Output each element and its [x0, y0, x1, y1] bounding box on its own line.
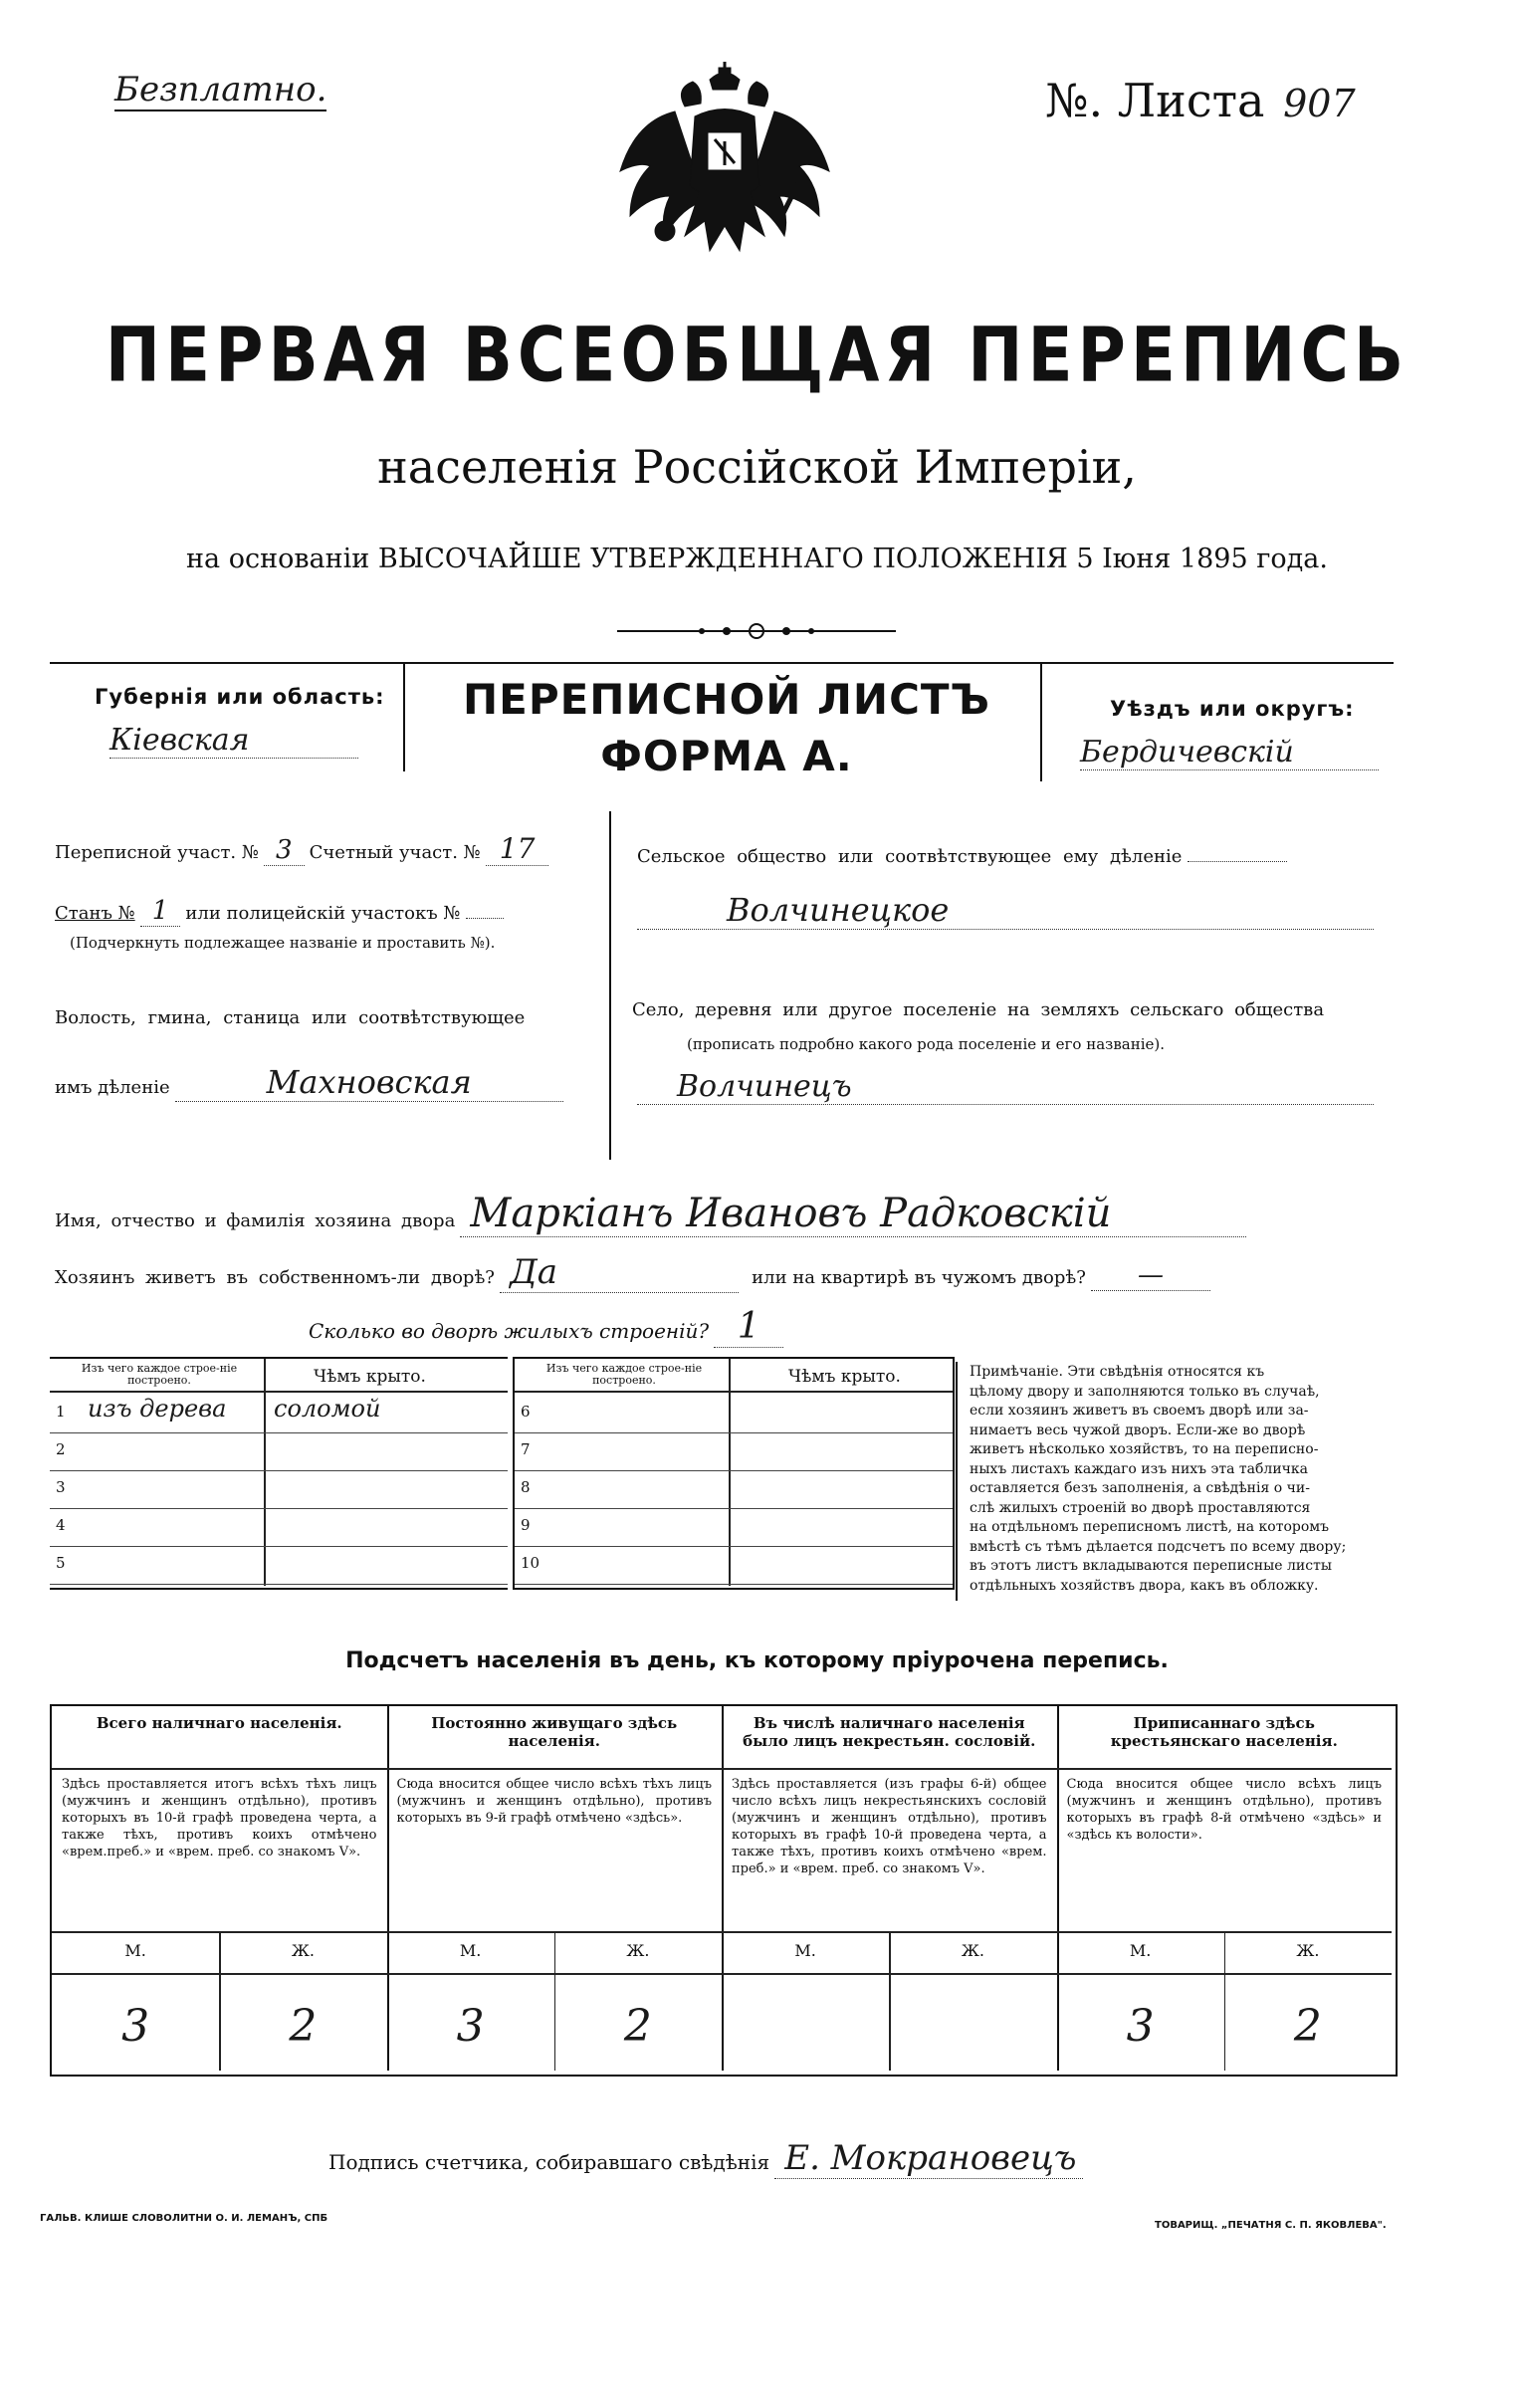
table-row [50, 1432, 508, 1471]
table-row [515, 1470, 953, 1509]
stan-label: Станъ № [55, 903, 135, 924]
row-number: 10 [521, 1554, 541, 1572]
volost-line [55, 1063, 563, 1102]
note-line: живетъ нѣсколько хозяйствъ, то на переписно- [970, 1441, 1319, 1457]
note-block [956, 1362, 1396, 1601]
stan-line [55, 896, 504, 926]
note-line: слѣ жилыхъ строеній во дворѣ проставляются [970, 1499, 1311, 1516]
female-label: Ж. [1296, 1941, 1320, 1960]
owner-name-label: Имя, отчество и фамилія хозяина двора [55, 1210, 456, 1231]
head-rule [52, 1768, 387, 1770]
table-row [515, 1508, 953, 1547]
volost-label: Волость, гмина, станица или соотвѣтствующее [55, 1007, 526, 1028]
material-cell: изъ дерева [88, 1395, 227, 1423]
header-rule [50, 1391, 508, 1393]
row-number: 2 [56, 1440, 66, 1458]
female-label: Ж. [626, 1941, 650, 1960]
male-label: М. [459, 1941, 482, 1960]
population-column [52, 1706, 389, 2071]
free-label: Безплатно. [114, 70, 327, 109]
ornament-divider [607, 619, 906, 643]
signature-line [328, 2138, 1083, 2179]
legal-basis: на основаніи ВЫСОЧАЙШЕ УТВЕРЖДЕННАГО ПОЛОЖЕНІЯ 5 Іюня 1895 года. [186, 544, 1328, 574]
owner-name-value: Маркіанъ Ивановъ Радковскій [460, 1191, 1246, 1237]
page-subtitle: населенія Россійской Имперіи, [377, 440, 1137, 494]
footer-right: ТОВАРИЩ. „ПЕЧАТНЯ С. П. ЯКОВЛЕВА". [1155, 2220, 1387, 2231]
note-line: цѣлому двору и заполняются только въ случаѣ, [970, 1383, 1320, 1400]
note-line: оставляется безъ заполненія, а свѣдѣнія о чи- [970, 1480, 1310, 1496]
table-row [515, 1546, 953, 1585]
note-line: вмѣстѣ съ тѣмъ дѣлается подсчетъ по всему двору; [970, 1538, 1347, 1555]
village-note: (прописать подробно какого рода поселеніе и его названіе). [687, 1035, 1165, 1053]
population-column-desc: Здѣсь проставляется (изъ графы 6-й) общее число всѣхъ лицъ некрестьянскихъ сословій (мужчинъ и женщинъ отдѣльно), противъ которыхъ въ графѣ 10-й проведена черта, а также тѣхъ, противъ коихъ отмѣчено «врем. преб.» и «врем. преб. со знакомъ V». [732, 1777, 1047, 1876]
footer-left: ГАЛЬВ. КЛИШЕ СЛОВОЛИТНИ О. И. ЛЕМАНЪ, СПБ [40, 2213, 328, 2224]
roof-header: Чѣмъ крыто. [314, 1367, 426, 1387]
volost-label-2: имъ дѣленіе [55, 1077, 170, 1098]
note-line: если хозяинъ живетъ въ своемъ дворѣ или за- [970, 1403, 1309, 1419]
table-row [50, 1546, 508, 1585]
fields-divider [609, 811, 611, 1160]
row-number: 6 [521, 1403, 531, 1421]
buildings-count-label: Сколько во дворѣ жилыхъ строеній? [309, 1319, 710, 1343]
buildings-table-left [50, 1357, 508, 1590]
male-label: М. [794, 1941, 816, 1960]
female-label: Ж. [961, 1941, 984, 1960]
note-line: на отдѣльномъ переписномъ листѣ, на которомъ [970, 1519, 1330, 1535]
roof-cell: соломой [274, 1395, 381, 1423]
row-number: 3 [56, 1478, 66, 1496]
buildings-table-right [513, 1357, 955, 1590]
row-number: 8 [521, 1478, 531, 1496]
table-row [50, 1395, 508, 1433]
count-section-value: 17 [486, 832, 549, 866]
owner-lives-line [55, 1252, 1210, 1293]
census-section-value: 3 [264, 835, 305, 866]
population-title: Подсчетъ населенія въ день, къ которому пріурочена перепись. [345, 1648, 1169, 1673]
male-count: 3 [456, 2001, 485, 2052]
signature-label: Подпись счетчика, собиравшаго свѣдѣнія [328, 2150, 770, 2174]
note-line: отдѣльныхъ хозяйствъ двора, какъ въ обложку. [970, 1577, 1319, 1594]
material-header-right: Изъ чего каждое строе-ніе построено. [545, 1362, 703, 1387]
sheet-number-label: №. Листа [1045, 74, 1265, 127]
signature-value: Е. Мокрановецъ [774, 2138, 1083, 2179]
female-count: 2 [1293, 2001, 1322, 2052]
table-row [50, 1470, 508, 1509]
police-label: или полицейскій участокъ № [185, 903, 461, 924]
row-number: 1 [56, 1403, 66, 1421]
population-column [1057, 1706, 1393, 2071]
buildings-count-value: 1 [714, 1306, 783, 1348]
table-row [515, 1395, 953, 1433]
male-label: М. [1129, 1941, 1152, 1960]
stan-value: 1 [140, 896, 181, 927]
population-column-desc: Сюда вносится общее число всѣхъ тѣхъ лицъ (мужчинъ и женщинъ отдѣльно), противъ которыхъ въ 9-й графѣ отмѣчено «здѣсь». [396, 1777, 712, 1826]
male-label: М. [124, 1941, 146, 1960]
owner-lives-label: Хозяинъ живетъ въ собственномъ-ли дворѣ? [55, 1267, 495, 1288]
population-column-head: Приписаннаго здѣсь крестьянскаго населенія. [1110, 1714, 1338, 1750]
owner-rent-label: или на квартирѣ въ чужомъ дворѣ? [752, 1267, 1086, 1288]
police-value [466, 918, 504, 919]
female-count: 2 [289, 2001, 318, 2052]
province-label: Губернія или область: [95, 685, 385, 709]
population-table [50, 1704, 1398, 2077]
population-column [722, 1706, 1059, 2071]
note-line: ныхъ листахъ каждаго изъ нихъ эта табличка [970, 1460, 1309, 1477]
society-value: Волчинецкое [637, 891, 1374, 930]
society-label-rule [1188, 861, 1287, 862]
head-rule [722, 1768, 1057, 1770]
population-column-head: Постоянно живущаго здѣсь населенія. [431, 1714, 678, 1750]
header-rule-right [515, 1391, 953, 1393]
form-type: ФОРМА А. [600, 732, 853, 780]
volost-value: Махновская [175, 1063, 563, 1102]
row-number: 5 [56, 1554, 66, 1572]
society-label: Сельское общество или соотвѣтствующее ему дѣленіе [637, 846, 1183, 867]
owner-rent-value: — [1091, 1260, 1210, 1291]
population-column-desc: Здѣсь проставляется итогъ всѣхъ тѣхъ лицъ (мужчинъ и женщинъ отдѣльно), противъ которыхъ въ 10-й графѣ проведена черта, а также тѣхъ, противъ коихъ отмѣчено «врем.преб.» и «врем. преб. со знакомъ V». [62, 1777, 377, 1860]
census-section-label: Переписной участ. № [55, 842, 259, 863]
population-column-head: Всего наличнаго населенія. [96, 1714, 342, 1732]
district-label: Уѣздъ или округъ: [1110, 697, 1355, 721]
note-line: Примѣчаніе. Эти свѣдѣнія относятся къ [970, 1364, 1265, 1380]
row-number: 4 [56, 1516, 66, 1534]
province-box-divider [403, 662, 405, 771]
female-label: Ж. [291, 1941, 315, 1960]
note-line: въ этотъ листъ вкладываются переписные листы [970, 1558, 1332, 1574]
male-count: 3 [121, 2001, 150, 2052]
row-number: 9 [521, 1516, 531, 1534]
male-count: 3 [1126, 2001, 1155, 2052]
province-value: Кіевская [109, 723, 358, 759]
district-value: Бердичевскій [1080, 735, 1379, 770]
owner-name-line [55, 1191, 1246, 1237]
imperial-eagle-emblem [615, 62, 834, 281]
table-row [515, 1432, 953, 1471]
table-row [50, 1508, 508, 1547]
head-rule [387, 1768, 723, 1770]
material-header: Изъ чего каждое строе-ніе построено. [81, 1362, 238, 1387]
sheet-number [1045, 74, 1356, 127]
note-line: нимаетъ весь чужой дворъ. Если-же во дворѣ [970, 1422, 1306, 1438]
page-title: ПЕРВАЯ ВСЕОБЩАЯ ПЕРЕПИСЬ [105, 311, 1409, 399]
village-value: Волчинецъ [637, 1069, 1374, 1105]
sheet-number-value: 907 [1283, 82, 1356, 125]
district-box-divider [1040, 662, 1042, 781]
population-column-head: Въ числѣ наличнаго населенія было лицъ некрестьян. сословій. [743, 1714, 1036, 1750]
census-section-line [55, 832, 548, 865]
form-heading-frame [50, 662, 1394, 664]
society-line [637, 846, 1287, 867]
head-rule [1057, 1768, 1393, 1770]
population-column [387, 1706, 725, 2071]
underline-note: (Подчеркнуть подлежащее названіе и проставить №). [70, 934, 496, 952]
count-section-label: Счетный участ. № [309, 842, 481, 863]
population-column-desc: Сюда вносится общее число всѣхъ лицъ (мужчинъ и женщинъ отдѣльно), противъ которыхъ въ графѣ 8-й отмѣчено «здѣсь» и «здѣсь къ волости». [1066, 1777, 1382, 1843]
owner-lives-value: Да [500, 1252, 739, 1293]
female-count: 2 [623, 2001, 652, 2052]
buildings-count-line [309, 1306, 783, 1348]
form-title: ПЕРЕПИСНОЙ ЛИСТЪ [462, 675, 991, 724]
row-number: 7 [521, 1440, 531, 1458]
village-label: Село, деревня или другое поселеніе на земляхъ сельскаго общества [632, 999, 1325, 1020]
roof-header-right: Чѣмъ крыто. [788, 1367, 901, 1387]
